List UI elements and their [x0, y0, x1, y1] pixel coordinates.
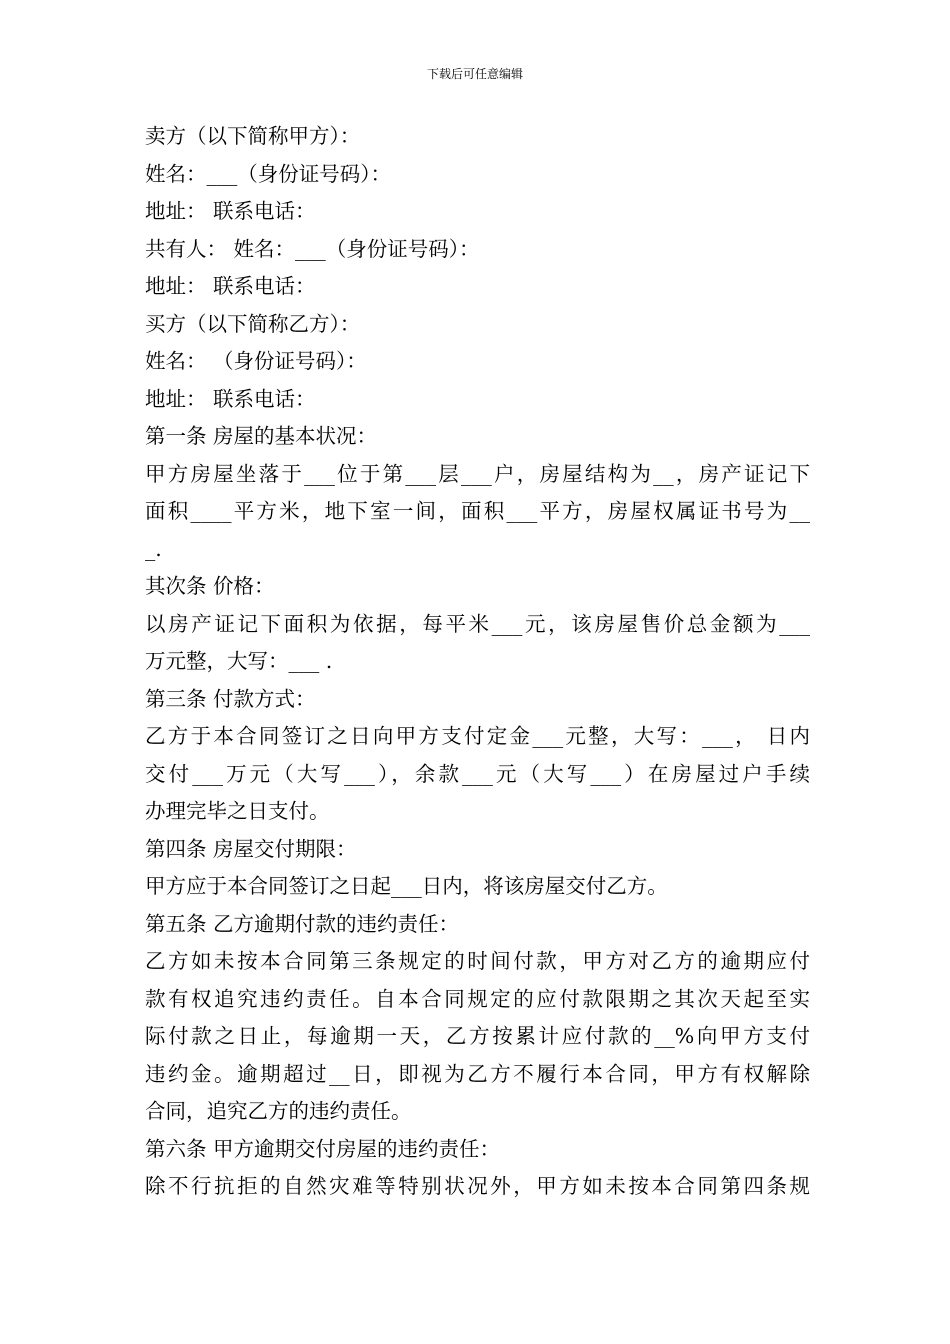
document-line: 办理完毕之日支付。 [145, 799, 330, 823]
document-line: 乙方于本合同签订之日向甲方支付定金___元整，大写：___， 日内 [145, 724, 810, 748]
document-line: 第一条 房屋的基本状况： [145, 424, 378, 448]
document-line: 甲方房屋坐落于___位于第___层___户，房屋结构为__，房产证记下 [145, 461, 810, 486]
document-line: 地址： 联系电话： [145, 386, 316, 411]
document-line: 以房产证记下面积为依据，每平米___元，该房屋售价总金额为___ [145, 611, 810, 636]
document-line: 地址： 联系电话： [145, 199, 316, 223]
page-header-note: 下载后可任意编辑 [426, 67, 523, 81]
document-line: 万元整，大写：___ . [145, 649, 333, 673]
document-line: 第五条 乙方逾期付款的违约责任： [145, 911, 460, 936]
document-line: 第四条 房屋交付期限： [145, 836, 357, 861]
document-line: 乙方如未按本合同第三条规定的时间付款，甲方对乙方的逾期应付 [145, 949, 810, 973]
document-line: 第六条 甲方逾期交付房屋的违约责任： [145, 1136, 501, 1161]
document-line: 违约金。逾期超过__日，即视为乙方不履行本合同，甲方有权解除 [145, 1061, 810, 1086]
document-line: 共有人： 姓名：___（身份证号码）： [145, 236, 480, 261]
document-line: 款有权追究违约责任。自本合同规定的应付款限期之其次天起至实 [145, 986, 810, 1011]
document-line: 面积____平方米，地下室一间，面积___平方，房屋权属证书号为__ [145, 499, 810, 523]
document-line: 除不行抗拒的自然灾难等特别状况外，甲方如未按本合同第四条规 [145, 1174, 810, 1198]
document-line: _. [145, 536, 162, 561]
document-line: 其次条 价格： [145, 574, 275, 598]
document-line: 地址： 联系电话： [145, 274, 316, 298]
document-line: 际付款之日止，每逾期一天，乙方按累计应付款的__%向甲方支付 [145, 1024, 810, 1048]
document-line: 卖方（以下简称甲方）： [145, 124, 361, 148]
document-line: 交付___万元（大写___），余款___元（大写___）在房屋过户手续 [145, 761, 810, 786]
document-line: 第三条 付款方式： [145, 686, 316, 711]
document-line: 姓名： （身份证号码）： [145, 349, 367, 373]
document-line: 姓名：___（身份证号码）： [145, 161, 391, 186]
document-line: 合同，追究乙方的违约责任。 [145, 1099, 412, 1123]
document-body [145, 118, 810, 1206]
document-line: 买方（以下简称乙方）： [145, 311, 361, 336]
document-line: 甲方应于本合同签订之日起___日内，将该房屋交付乙方。 [145, 874, 668, 898]
